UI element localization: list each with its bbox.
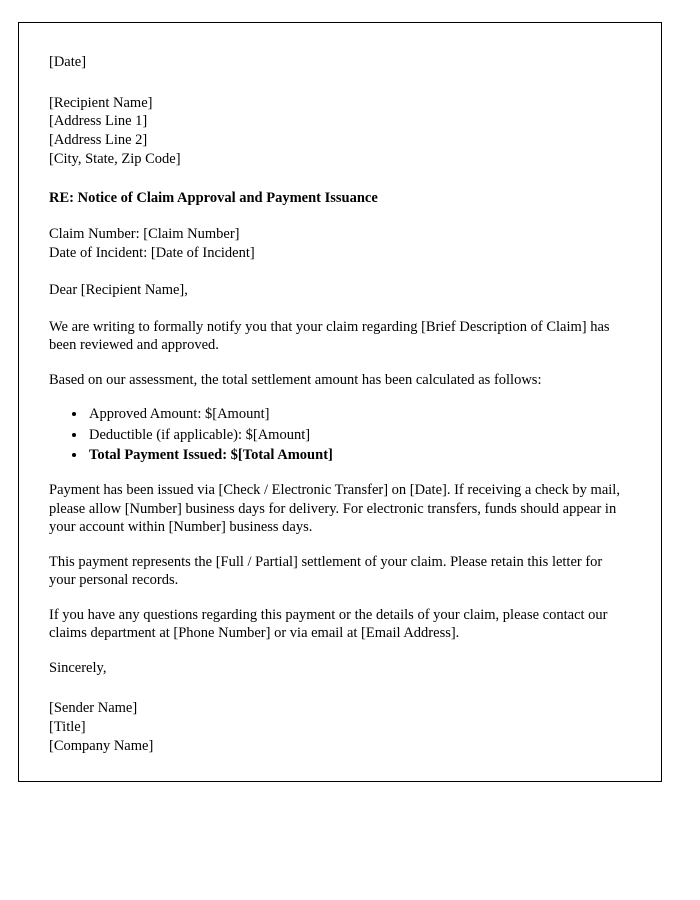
recipient-city-state-zip: [City, State, Zip Code]: [49, 151, 181, 168]
letter-subject: RE: Notice of Claim Approval and Payment Issuance: [49, 189, 378, 206]
list-item: • Approved Amount: $[Amount]: [87, 405, 631, 424]
paragraph-approval: We are writing to formally notify you that your claim regarding [Brief Description of Claim] has been reviewed and approved.: [49, 318, 610, 354]
claim-number: Claim Number: [Claim Number]: [49, 226, 240, 243]
paragraph-payment-method: Payment has been issued via [Check / Electronic Transfer] on [Date]. If receiving a check by mail, please allow [Number] business days for delivery. For electronic transfers, funds should appear in your account within [Number] business days.: [49, 481, 620, 536]
company-name: [Company Name]: [49, 738, 154, 755]
amounts-list: [49, 405, 631, 465]
letter-content: [19, 23, 661, 756]
recipient-address-line-1: [Address Line 1]: [49, 113, 148, 130]
sender-title: [Title]: [49, 719, 86, 736]
letter-page: [18, 22, 662, 782]
salutation: Dear [Recipient Name],: [49, 282, 188, 299]
claim-details-block: [49, 225, 631, 263]
paragraph-assessment: Based on our assessment, the total settlement amount has been calculated as follows:: [49, 371, 542, 388]
recipient-address-line-2: [Address Line 2]: [49, 132, 148, 149]
paragraph-settlement-type: This payment represents the [Full / Partial] settlement of your claim. Please retain this letter for your personal records.: [49, 553, 603, 589]
date-block: [49, 53, 631, 72]
recipient-address-block: [49, 94, 631, 169]
signature-block: [49, 699, 631, 756]
date-of-incident: Date of Incident: [Date of Incident]: [49, 245, 255, 262]
list-item: • Total Payment Issued: $[Total Amount]: [87, 446, 631, 465]
sender-name: [Sender Name]: [49, 700, 138, 717]
closing: Sincerely,: [49, 659, 107, 676]
recipient-name: [Recipient Name]: [49, 94, 153, 111]
list-item: • Deductible (if applicable): $[Amount]: [87, 426, 631, 445]
paragraph-contact: If you have any questions regarding this payment or the details of your claim, please contact our claims department at [Phone Number] or via email at [Email Address].: [49, 606, 608, 642]
letter-date: [Date]: [49, 54, 87, 70]
